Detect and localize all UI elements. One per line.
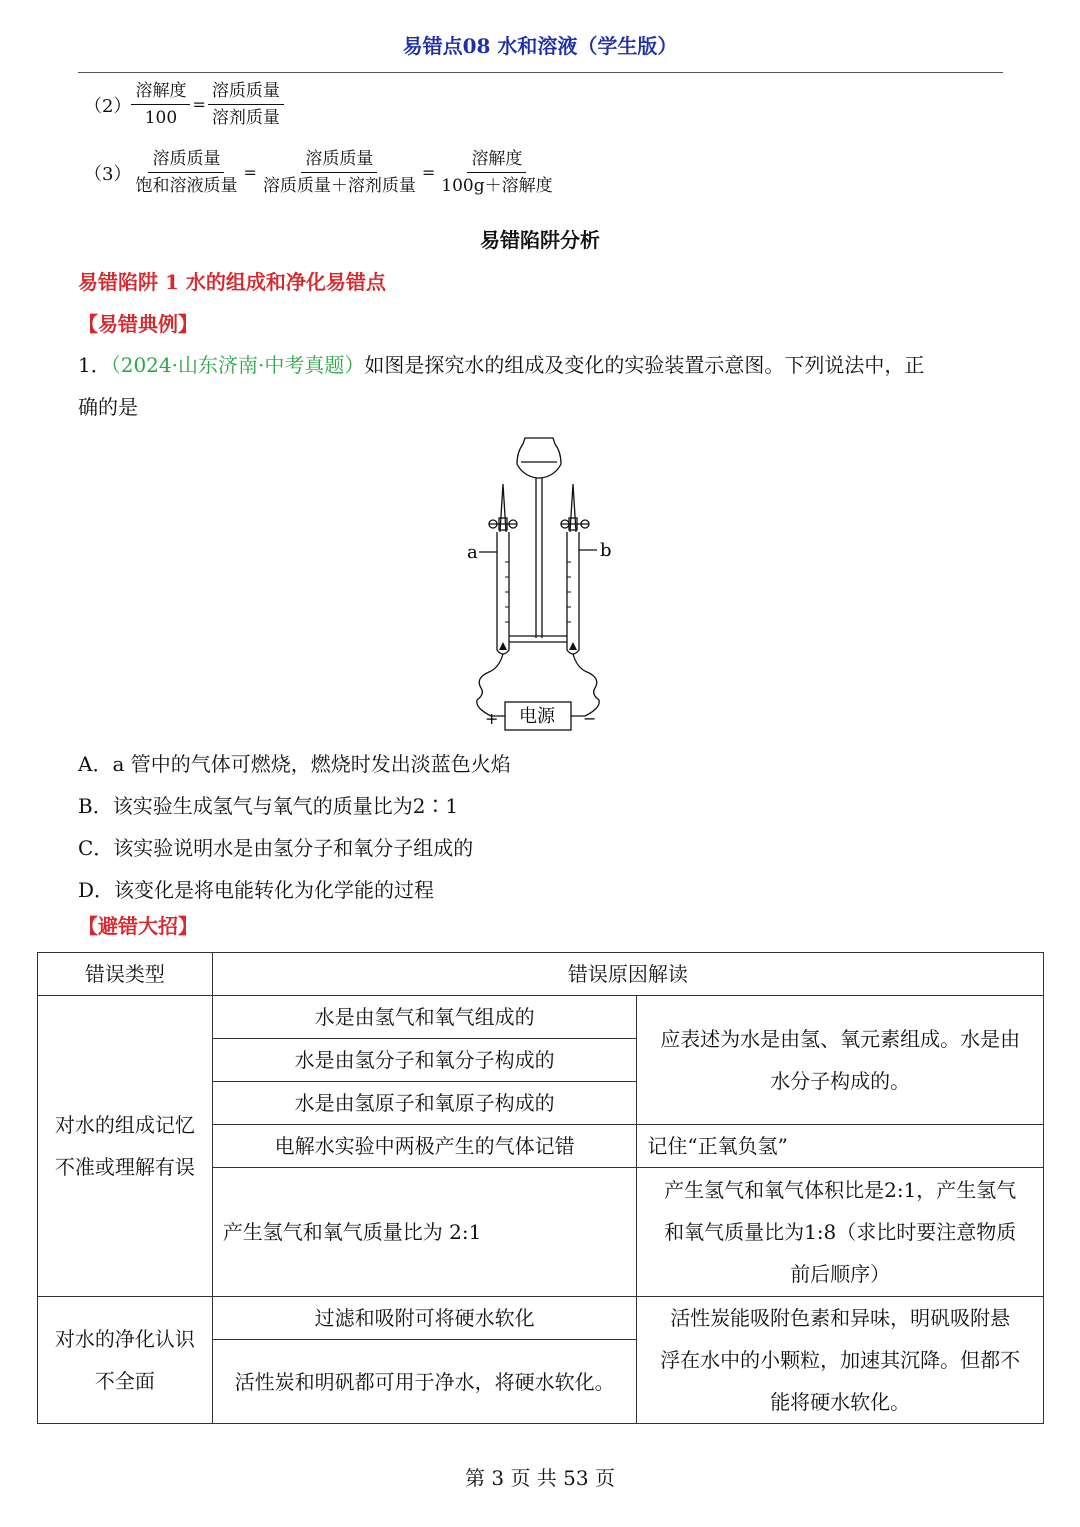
funnel-bulb — [517, 438, 561, 478]
error-statement: 过滤和吸附可将硬水软化 — [212, 1297, 637, 1340]
table-row — [38, 996, 1044, 1039]
fraction-denominator: 饱和溶液质量 — [135, 176, 238, 196]
power-source-label: 电源 — [519, 706, 555, 727]
option-b: B．该实验生成氢气与氧气的质量比为2∶1 — [78, 794, 459, 818]
error-analysis-table — [37, 952, 1044, 1424]
error-statement: 电解水实验中两极产生的气体记错 — [212, 1125, 637, 1168]
error-statement: 水是由氢气和氧气组成的 — [212, 996, 637, 1039]
explanation-line: 和氧气质量比为1:8（求比时要注意物质 — [664, 1220, 1017, 1244]
table-header-row — [38, 953, 1044, 996]
question-source: （2024·山东济南·中考真题） — [110, 353, 365, 377]
electrolysis-apparatus-figure — [455, 432, 625, 732]
fraction-denominator: 溶质质量＋溶剂质量 — [262, 176, 416, 196]
plus-sign: + — [485, 709, 499, 728]
error-type-cell — [38, 1297, 213, 1424]
fraction-denominator: 100g＋溶解度 — [441, 176, 553, 196]
example-tag: 【易错典例】 — [78, 312, 198, 336]
tips-tag: 【避错大招】 — [78, 914, 198, 938]
header-divider — [78, 72, 1003, 73]
error-statement: 活性炭和明矾都可用于净水，将硬水软化。 — [212, 1340, 637, 1424]
fraction-numerator: 溶质质量 — [301, 148, 377, 173]
section-title: 易错陷阱分析 — [480, 228, 600, 252]
option-c: C．该实验说明水是由氢分子和氧分子组成的 — [78, 836, 474, 860]
error-type-cell — [38, 996, 213, 1297]
error-statement: 水是由氢分子和氧分子构成的 — [212, 1039, 637, 1082]
page-header: 易错点08 水和溶液（学生版） — [402, 34, 678, 58]
explanation-line: 前后顺序） — [790, 1262, 891, 1286]
error-statement: 产生氢气和氧气质量比为 2:1 — [212, 1168, 637, 1297]
fraction — [131, 148, 241, 197]
fraction — [131, 80, 190, 129]
page-footer: 第 3 页 共 53 页 — [465, 1466, 615, 1490]
fraction — [208, 80, 284, 129]
fraction — [437, 148, 556, 197]
error-type-line: 对水的净化认识 — [54, 1327, 195, 1351]
explanation-cell — [637, 1297, 1044, 1424]
error-type-line: 对水的组成记忆 — [54, 1113, 195, 1137]
header-error-type: 错误类型 — [38, 953, 213, 996]
explanation-line: 浮在水中的小颗粒，加速其沉降。但都不 — [660, 1348, 1021, 1372]
error-type-line: 不准或理解有误 — [54, 1155, 195, 1179]
fraction — [259, 148, 420, 197]
question-text-line1: 如图是探究水的组成及变化的实验装置示意图。下列说法中，正 — [364, 353, 925, 377]
fraction-denominator: 溶剂质量 — [211, 108, 280, 128]
fraction-numerator: 溶解度 — [467, 148, 526, 173]
equals-sign: = — [421, 163, 436, 182]
equals-sign: = — [192, 95, 206, 114]
table-row — [38, 1297, 1044, 1340]
formula-3 — [84, 148, 557, 197]
tube-label-a: a — [467, 542, 478, 563]
question-number: 1． — [78, 353, 111, 377]
fraction-numerator: 溶解度 — [131, 80, 190, 105]
explanation-cell — [637, 996, 1044, 1125]
question-text-line2: 确的是 — [78, 395, 138, 419]
fraction-numerator: 溶质质量 — [148, 148, 224, 173]
trap-title: 易错陷阱 1 水的组成和净化易错点 — [78, 270, 386, 294]
formula-2 — [84, 80, 284, 129]
fraction-numerator: 溶质质量 — [208, 80, 284, 105]
error-statement: 水是由氢原子和氧原子构成的 — [212, 1082, 637, 1125]
explanation-line: 活性炭能吸附色素和异味，明矾吸附悬 — [670, 1306, 1011, 1330]
question-1 — [78, 344, 1008, 386]
formula-2-label: （2） — [84, 95, 132, 117]
fraction-denominator: 100 — [144, 108, 178, 128]
explanation-line: 水分子构成的。 — [770, 1069, 911, 1093]
option-a: A．a 管中的气体可燃烧，燃烧时发出淡蓝色火焰 — [78, 752, 511, 776]
explanation-line: 产生氢气和氧气体积比是2:1，产生氢气 — [664, 1178, 1017, 1202]
explanation-line: 能将硬水软化。 — [770, 1390, 911, 1414]
header-error-reason: 错误原因解读 — [212, 953, 1043, 996]
tube-label-b: b — [600, 540, 612, 561]
error-type-line: 不全面 — [94, 1369, 155, 1393]
explanation-cell — [637, 1168, 1044, 1297]
explanation-line: 应表述为水是由氢、氧元素组成。水是由 — [660, 1027, 1021, 1051]
formula-3-label: （3） — [84, 163, 132, 185]
explanation-cell: 记住“正氧负氢” — [637, 1125, 1044, 1168]
option-d: D．该变化是将电能转化为化学能的过程 — [78, 878, 435, 902]
equals-sign: = — [243, 163, 257, 182]
minus-sign: − — [583, 709, 597, 728]
